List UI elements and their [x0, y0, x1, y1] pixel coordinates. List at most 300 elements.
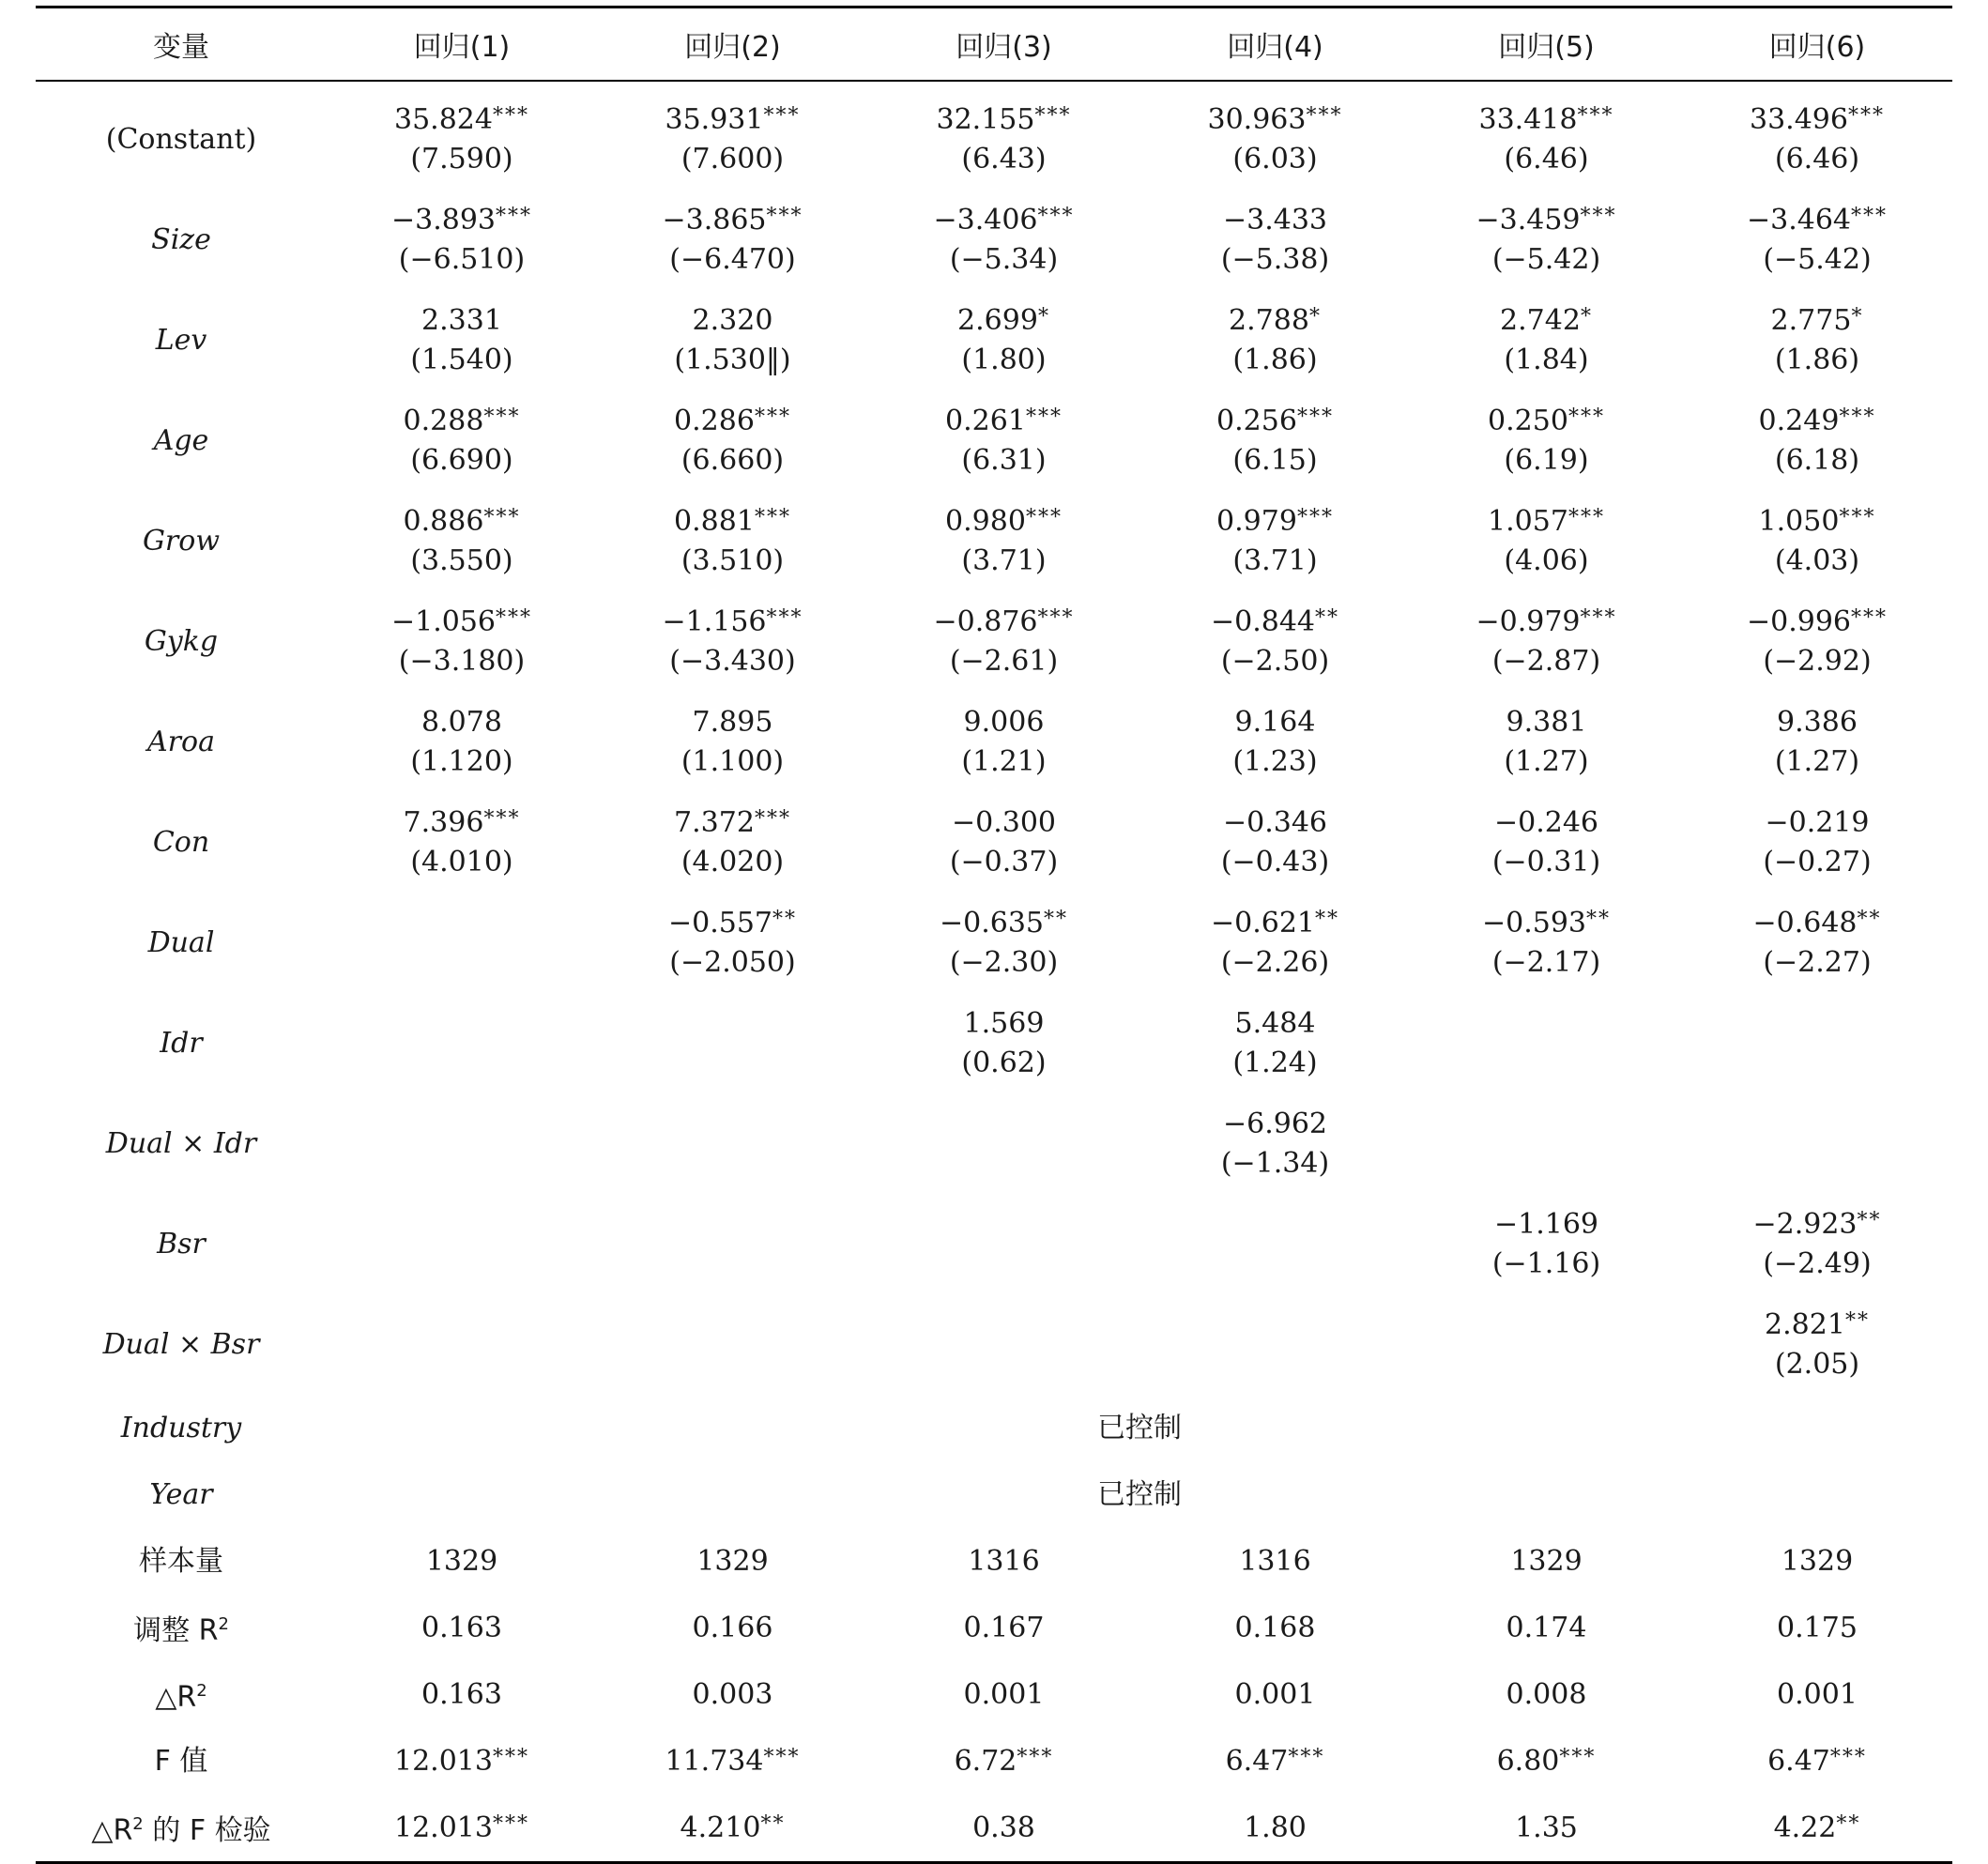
coef-cell — [868, 1194, 1139, 1294]
coef-cell — [327, 1294, 597, 1395]
t-statistic: (−2.92) — [1763, 644, 1872, 678]
significance-stars: *** — [763, 1745, 801, 1769]
stat-value: 11.734 — [665, 1744, 764, 1778]
stat-row — [36, 1728, 1952, 1795]
coefficient-line — [327, 803, 597, 843]
stat-value-cell — [1682, 1661, 1952, 1728]
coefficient-value: 32.155 — [936, 102, 1035, 136]
coefficient-value: −0.648 — [1752, 906, 1858, 940]
coefficient-value: 2.699 — [957, 303, 1038, 337]
significance-stars: ** — [1857, 907, 1882, 931]
coefficient-value: −0.219 — [1765, 805, 1870, 839]
coef-cell — [597, 591, 868, 692]
coefficient-line — [597, 201, 868, 240]
coefficient-line — [597, 100, 868, 140]
coefficient-line — [868, 502, 1139, 542]
coef-cell — [1139, 893, 1411, 993]
coefficient-line — [1682, 904, 1952, 943]
coef-cell — [597, 1194, 868, 1294]
significance-stars: *** — [483, 505, 521, 529]
coefficient-line — [597, 603, 868, 642]
coefficient-line — [868, 301, 1139, 341]
t-statistic: (7.590) — [410, 142, 513, 176]
t-statistic: (1.86) — [1774, 343, 1860, 376]
coefficient-value: 2.320 — [692, 303, 773, 337]
control-status: 已控制 — [1097, 1411, 1182, 1444]
t-statistic: (7.600) — [681, 142, 785, 176]
coefficient-value: 0.249 — [1758, 404, 1840, 437]
stat-value-cell — [327, 1795, 597, 1863]
stat-label-text: 样本量 — [139, 1544, 223, 1578]
t-statistic: (3.550) — [410, 543, 513, 577]
stat-value-cell — [868, 1661, 1139, 1728]
coefficient-line — [1411, 100, 1682, 140]
coefficient-line — [1411, 603, 1682, 642]
t-statistic: (6.690) — [410, 443, 513, 477]
coefficient-line — [1139, 1105, 1411, 1144]
coefficient-line — [597, 301, 868, 341]
coef-cell — [1411, 491, 1682, 591]
stat-value: 12.013 — [394, 1811, 493, 1844]
variable-name: Gykg — [144, 624, 219, 658]
table-row — [36, 81, 1952, 190]
coef-cell — [1682, 1093, 1952, 1194]
coefficient-value: 33.496 — [1750, 102, 1848, 136]
stat-value: 1316 — [968, 1544, 1040, 1578]
stat-label-superscript: 2 — [196, 1681, 207, 1701]
significance-stars: *** — [1567, 405, 1605, 429]
table-row — [36, 1093, 1952, 1194]
coefficient-line — [597, 402, 868, 441]
coefficient-value: −0.621 — [1210, 906, 1316, 940]
variable-name: Lev — [155, 323, 207, 357]
significance-stars: *** — [1567, 505, 1605, 529]
stat-value: 0.163 — [421, 1677, 502, 1711]
coef-cell — [327, 893, 597, 993]
coef-cell — [327, 1194, 597, 1294]
coefficient-value: 2.742 — [1500, 303, 1581, 337]
t-statistic: (−5.42) — [1763, 242, 1872, 276]
coefficient-line — [1411, 904, 1682, 943]
t-statistic: (1.120) — [410, 744, 513, 778]
stat-value-cell — [327, 1528, 597, 1595]
coef-cell — [327, 591, 597, 692]
coefficient-line — [1682, 1306, 1952, 1345]
coef-cell — [597, 290, 868, 390]
coefficient-value: 7.372 — [674, 805, 755, 839]
coefficient-value: 9.381 — [1506, 705, 1587, 739]
t-statistic: (6.46) — [1774, 142, 1860, 176]
stat-label — [36, 1595, 327, 1661]
coef-cell — [597, 1294, 868, 1395]
stat-value: 6.80 — [1496, 1744, 1560, 1778]
coef-cell — [868, 1093, 1139, 1194]
header-model-1: 回归(1) — [327, 8, 597, 82]
coefficient-line — [1411, 703, 1682, 742]
stat-value-cell — [1682, 1728, 1952, 1795]
coefficient-line — [868, 402, 1139, 441]
coef-cell — [1411, 290, 1682, 390]
coef-cell — [597, 692, 868, 792]
header-model-5: 回归(5) — [1411, 8, 1682, 82]
coefficient-value: 1.050 — [1758, 504, 1840, 538]
coefficient-value: −0.996 — [1746, 604, 1852, 638]
significance-stars: * — [1851, 304, 1864, 328]
coef-cell — [597, 893, 868, 993]
stat-value-cell — [1139, 1595, 1411, 1661]
t-statistic: (6.03) — [1232, 142, 1318, 176]
significance-stars: *** — [766, 204, 803, 228]
t-statistic: (6.31) — [961, 443, 1047, 477]
coef-cell — [1139, 491, 1411, 591]
stat-value-cell — [597, 1661, 868, 1728]
significance-stars: ** — [772, 907, 798, 931]
coef-cell — [327, 290, 597, 390]
coefficient-line — [1139, 1004, 1411, 1044]
coef-cell — [327, 190, 597, 290]
stat-value: 6.47 — [1225, 1744, 1289, 1778]
coefficient-line — [327, 402, 597, 441]
significance-stars: *** — [1296, 505, 1334, 529]
stat-value-cell — [1411, 1728, 1682, 1795]
coefficient-line — [1139, 603, 1411, 642]
t-statistic: (−0.27) — [1763, 845, 1872, 879]
stat-row — [36, 1595, 1952, 1661]
stat-value-cell — [1411, 1595, 1682, 1661]
variable-name: Idr — [160, 1026, 203, 1060]
variable-name: Dual × Idr — [105, 1126, 257, 1160]
coefficient-value: 30.963 — [1207, 102, 1307, 136]
stat-value-cell — [597, 1728, 868, 1795]
coefficient-line — [868, 803, 1139, 843]
stat-value-cell — [597, 1528, 868, 1595]
coef-cell — [1682, 993, 1952, 1093]
coefficient-line — [327, 703, 597, 742]
coef-cell — [1682, 1294, 1952, 1395]
significance-stars: ** — [1315, 605, 1340, 630]
t-statistic: (−3.430) — [669, 644, 796, 678]
coefficient-line — [1682, 1205, 1952, 1245]
table-row — [36, 491, 1952, 591]
coefficient-value: 0.286 — [674, 404, 755, 437]
t-statistic: (6.43) — [961, 142, 1047, 176]
variable-name: Dual × Bsr — [102, 1327, 260, 1361]
coefficient-line — [1139, 904, 1411, 943]
coef-cell — [1139, 993, 1411, 1093]
variable-name: Bsr — [157, 1227, 206, 1260]
stat-value-cell — [327, 1595, 597, 1661]
coefficient-value: 2.821 — [1765, 1307, 1845, 1341]
coef-cell — [1682, 390, 1952, 491]
coefficient-value: 2.788 — [1229, 303, 1309, 337]
table-row — [36, 591, 1952, 692]
stat-value-cell — [868, 1795, 1139, 1863]
t-statistic: (−1.16) — [1491, 1246, 1601, 1280]
stat-value: 0.001 — [1777, 1677, 1858, 1711]
coef-cell — [868, 190, 1139, 290]
significance-stars: ** — [1586, 907, 1612, 931]
coef-cell — [868, 491, 1139, 591]
coefficient-line — [1139, 201, 1411, 240]
significance-stars: *** — [1839, 505, 1876, 529]
coef-cell — [1139, 81, 1411, 190]
t-statistic: (1.80) — [961, 343, 1047, 376]
coefficient-line — [1682, 402, 1952, 441]
variable-name: (Constant) — [105, 122, 257, 156]
coef-cell — [868, 893, 1139, 993]
significance-stars: *** — [1296, 405, 1334, 429]
significance-stars: *** — [1847, 103, 1885, 128]
significance-stars: *** — [1288, 1745, 1325, 1769]
significance-stars: *** — [1037, 605, 1075, 630]
coef-cell — [597, 1093, 868, 1194]
t-statistic: (−2.50) — [1220, 644, 1330, 678]
coef-cell — [1682, 1194, 1952, 1294]
t-statistic: (1.84) — [1504, 343, 1589, 376]
coefficient-value: 7.895 — [692, 705, 773, 739]
stat-label — [36, 1661, 327, 1728]
coefficient-line — [1411, 301, 1682, 341]
coefficient-line — [1411, 201, 1682, 240]
coef-cell — [1411, 692, 1682, 792]
coefficient-value: −3.459 — [1476, 203, 1581, 237]
stat-value: 12.013 — [394, 1744, 493, 1778]
t-statistic: (−0.31) — [1491, 845, 1601, 879]
significance-stars: *** — [754, 505, 791, 529]
stat-value: 0.166 — [692, 1611, 773, 1644]
table-row — [36, 390, 1952, 491]
coef-cell — [1682, 190, 1952, 290]
stat-value-cell — [597, 1595, 868, 1661]
coef-cell — [868, 290, 1139, 390]
t-statistic: (4.010) — [410, 845, 513, 879]
stat-label-superscript: 2 — [218, 1614, 229, 1634]
t-statistic: (1.27) — [1504, 744, 1589, 778]
t-statistic: (6.19) — [1504, 443, 1589, 477]
t-statistic: (−0.43) — [1220, 845, 1330, 879]
coefficient-line — [327, 603, 597, 642]
coefficient-value: −0.557 — [667, 906, 773, 940]
stat-label-suffix: 的 F 检验 — [143, 1814, 271, 1847]
coef-cell — [597, 190, 868, 290]
coef-cell — [1682, 491, 1952, 591]
control-row — [36, 1461, 1952, 1528]
significance-stars: *** — [1577, 103, 1614, 128]
stat-value-cell — [868, 1595, 1139, 1661]
stat-value-cell — [327, 1661, 597, 1728]
coefficient-line — [1682, 803, 1952, 843]
coef-cell — [1139, 390, 1411, 491]
t-statistic: (1.27) — [1774, 744, 1860, 778]
significance-stars: * — [1308, 304, 1322, 328]
header-variable: 变量 — [36, 8, 327, 82]
stat-label-text: 调整 R — [133, 1614, 219, 1647]
coef-cell — [868, 993, 1139, 1093]
stat-value-cell — [1139, 1661, 1411, 1728]
coefficient-value: −0.246 — [1493, 805, 1599, 839]
coefficient-line — [597, 502, 868, 542]
coef-cell — [1411, 190, 1682, 290]
coefficient-line — [1682, 703, 1952, 742]
significance-stars: * — [1580, 304, 1593, 328]
control-name: Industry — [120, 1411, 242, 1444]
coef-cell — [1682, 81, 1952, 190]
coefficient-line — [1411, 502, 1682, 542]
stat-value: 1.35 — [1515, 1811, 1578, 1844]
stat-value-cell — [1411, 1795, 1682, 1863]
coefficient-line — [1139, 100, 1411, 140]
coefficient-line — [868, 603, 1139, 642]
significance-stars: *** — [492, 103, 529, 128]
variable-name: Size — [151, 222, 211, 256]
t-statistic: (6.15) — [1232, 443, 1318, 477]
coefficient-value: −0.346 — [1222, 805, 1328, 839]
table-row — [36, 893, 1952, 993]
significance-stars: *** — [1580, 605, 1617, 630]
significance-stars: *** — [496, 204, 533, 228]
coefficient-line — [597, 803, 868, 843]
coefficient-value: −1.156 — [662, 604, 767, 638]
coefficient-line — [1139, 402, 1411, 441]
coefficient-value: 0.980 — [945, 504, 1026, 538]
coefficient-value: −0.844 — [1210, 604, 1316, 638]
coefficient-line — [1139, 502, 1411, 542]
coef-cell — [327, 792, 597, 893]
coefficient-value: 7.396 — [403, 805, 484, 839]
coef-cell — [868, 1294, 1139, 1395]
coef-cell — [597, 81, 868, 190]
table-row — [36, 792, 1952, 893]
header-model-3: 回归(3) — [868, 8, 1139, 82]
significance-stars: ** — [1044, 907, 1069, 931]
stat-value-cell — [1139, 1795, 1411, 1863]
table-row — [36, 692, 1952, 792]
coefficient-value: 35.824 — [394, 102, 493, 136]
coefficient-line — [327, 502, 597, 542]
coef-cell — [868, 390, 1139, 491]
coef-cell — [1139, 1294, 1411, 1395]
significance-stars: *** — [1306, 103, 1343, 128]
coef-cell — [1411, 792, 1682, 893]
coef-cell — [327, 390, 597, 491]
coefficient-value: −3.893 — [390, 203, 497, 237]
coefficient-line — [1139, 301, 1411, 341]
coefficient-value: 0.261 — [945, 404, 1026, 437]
coefficient-value: 0.881 — [674, 504, 755, 538]
stat-value-cell — [868, 1528, 1139, 1595]
coefficient-value: 9.164 — [1234, 705, 1316, 739]
stat-label-text: △R — [91, 1814, 133, 1847]
significance-stars: ** — [1857, 1208, 1882, 1232]
coef-cell — [597, 390, 868, 491]
t-statistic: (−5.38) — [1220, 242, 1330, 276]
significance-stars: *** — [1851, 204, 1889, 228]
significance-stars: * — [1037, 304, 1050, 328]
t-statistic: (4.03) — [1774, 543, 1860, 577]
significance-stars: *** — [496, 605, 533, 630]
coefficient-value: 33.418 — [1478, 102, 1578, 136]
coef-cell — [327, 993, 597, 1093]
coefficient-value: −0.300 — [951, 805, 1057, 839]
coef-cell — [1139, 792, 1411, 893]
control-status: 已控制 — [1097, 1477, 1182, 1511]
significance-stars: ** — [1836, 1811, 1861, 1836]
significance-stars: *** — [1839, 405, 1876, 429]
variable-name: Dual — [147, 925, 215, 959]
t-statistic: (−5.34) — [949, 242, 1059, 276]
coefficient-value: 0.256 — [1216, 404, 1297, 437]
coef-cell — [868, 792, 1139, 893]
stat-value: 0.175 — [1777, 1611, 1858, 1644]
header-model-6: 回归(6) — [1682, 8, 1952, 82]
stat-value: 0.174 — [1506, 1611, 1587, 1644]
t-statistic: (1.21) — [961, 744, 1047, 778]
stat-value: 0.001 — [963, 1677, 1045, 1711]
table-row — [36, 290, 1952, 390]
stat-value: 1316 — [1239, 1544, 1311, 1578]
coefficient-line — [1682, 100, 1952, 140]
coef-cell — [597, 792, 868, 893]
control-name: Year — [149, 1477, 213, 1511]
t-statistic: (4.020) — [681, 845, 785, 879]
coefficient-line — [1139, 703, 1411, 742]
t-statistic: (1.530‖) — [674, 343, 791, 376]
table-row — [36, 1194, 1952, 1294]
coefficient-value: 1.057 — [1488, 504, 1568, 538]
stat-value: 1.80 — [1244, 1811, 1307, 1844]
coefficient-value: −3.433 — [1222, 203, 1328, 237]
coef-cell — [1139, 591, 1411, 692]
header-model-2: 回归(2) — [597, 8, 868, 82]
significance-stars: *** — [1034, 103, 1072, 128]
stat-value: 0.167 — [963, 1611, 1045, 1644]
significance-stars: ** — [760, 1811, 786, 1836]
significance-stars: *** — [763, 103, 801, 128]
significance-stars: ** — [1315, 907, 1340, 931]
coef-cell — [1139, 290, 1411, 390]
stat-value-cell — [1411, 1528, 1682, 1595]
stat-value-cell — [1682, 1528, 1952, 1595]
t-statistic: (3.71) — [1232, 543, 1318, 577]
coef-cell — [1411, 390, 1682, 491]
significance-stars: *** — [1851, 605, 1889, 630]
coefficient-value: −3.865 — [662, 203, 767, 237]
table-row — [36, 1294, 1952, 1395]
significance-stars: *** — [1017, 1745, 1054, 1769]
t-statistic: (1.540) — [410, 343, 513, 376]
significance-stars: *** — [483, 405, 521, 429]
stat-value: 1329 — [425, 1544, 498, 1578]
coefficient-line — [868, 703, 1139, 742]
t-statistic: (−2.49) — [1763, 1246, 1872, 1280]
stat-value: 1329 — [696, 1544, 769, 1578]
stat-label-text: F 值 — [154, 1744, 208, 1778]
significance-stars: *** — [1025, 405, 1063, 429]
coefficient-value: 35.931 — [665, 102, 764, 136]
t-statistic: (1.23) — [1232, 744, 1318, 778]
stat-value: 0.008 — [1506, 1677, 1587, 1711]
stat-row — [36, 1661, 1952, 1728]
control-row — [36, 1395, 1952, 1461]
coefficient-value: 5.484 — [1234, 1006, 1316, 1040]
coefficient-line — [327, 100, 597, 140]
stat-value: 0.003 — [692, 1677, 773, 1711]
stat-value-cell — [1682, 1795, 1952, 1863]
t-statistic: (−0.37) — [949, 845, 1059, 879]
coefficient-line — [868, 201, 1139, 240]
significance-stars: *** — [492, 1811, 529, 1836]
coef-cell — [868, 591, 1139, 692]
